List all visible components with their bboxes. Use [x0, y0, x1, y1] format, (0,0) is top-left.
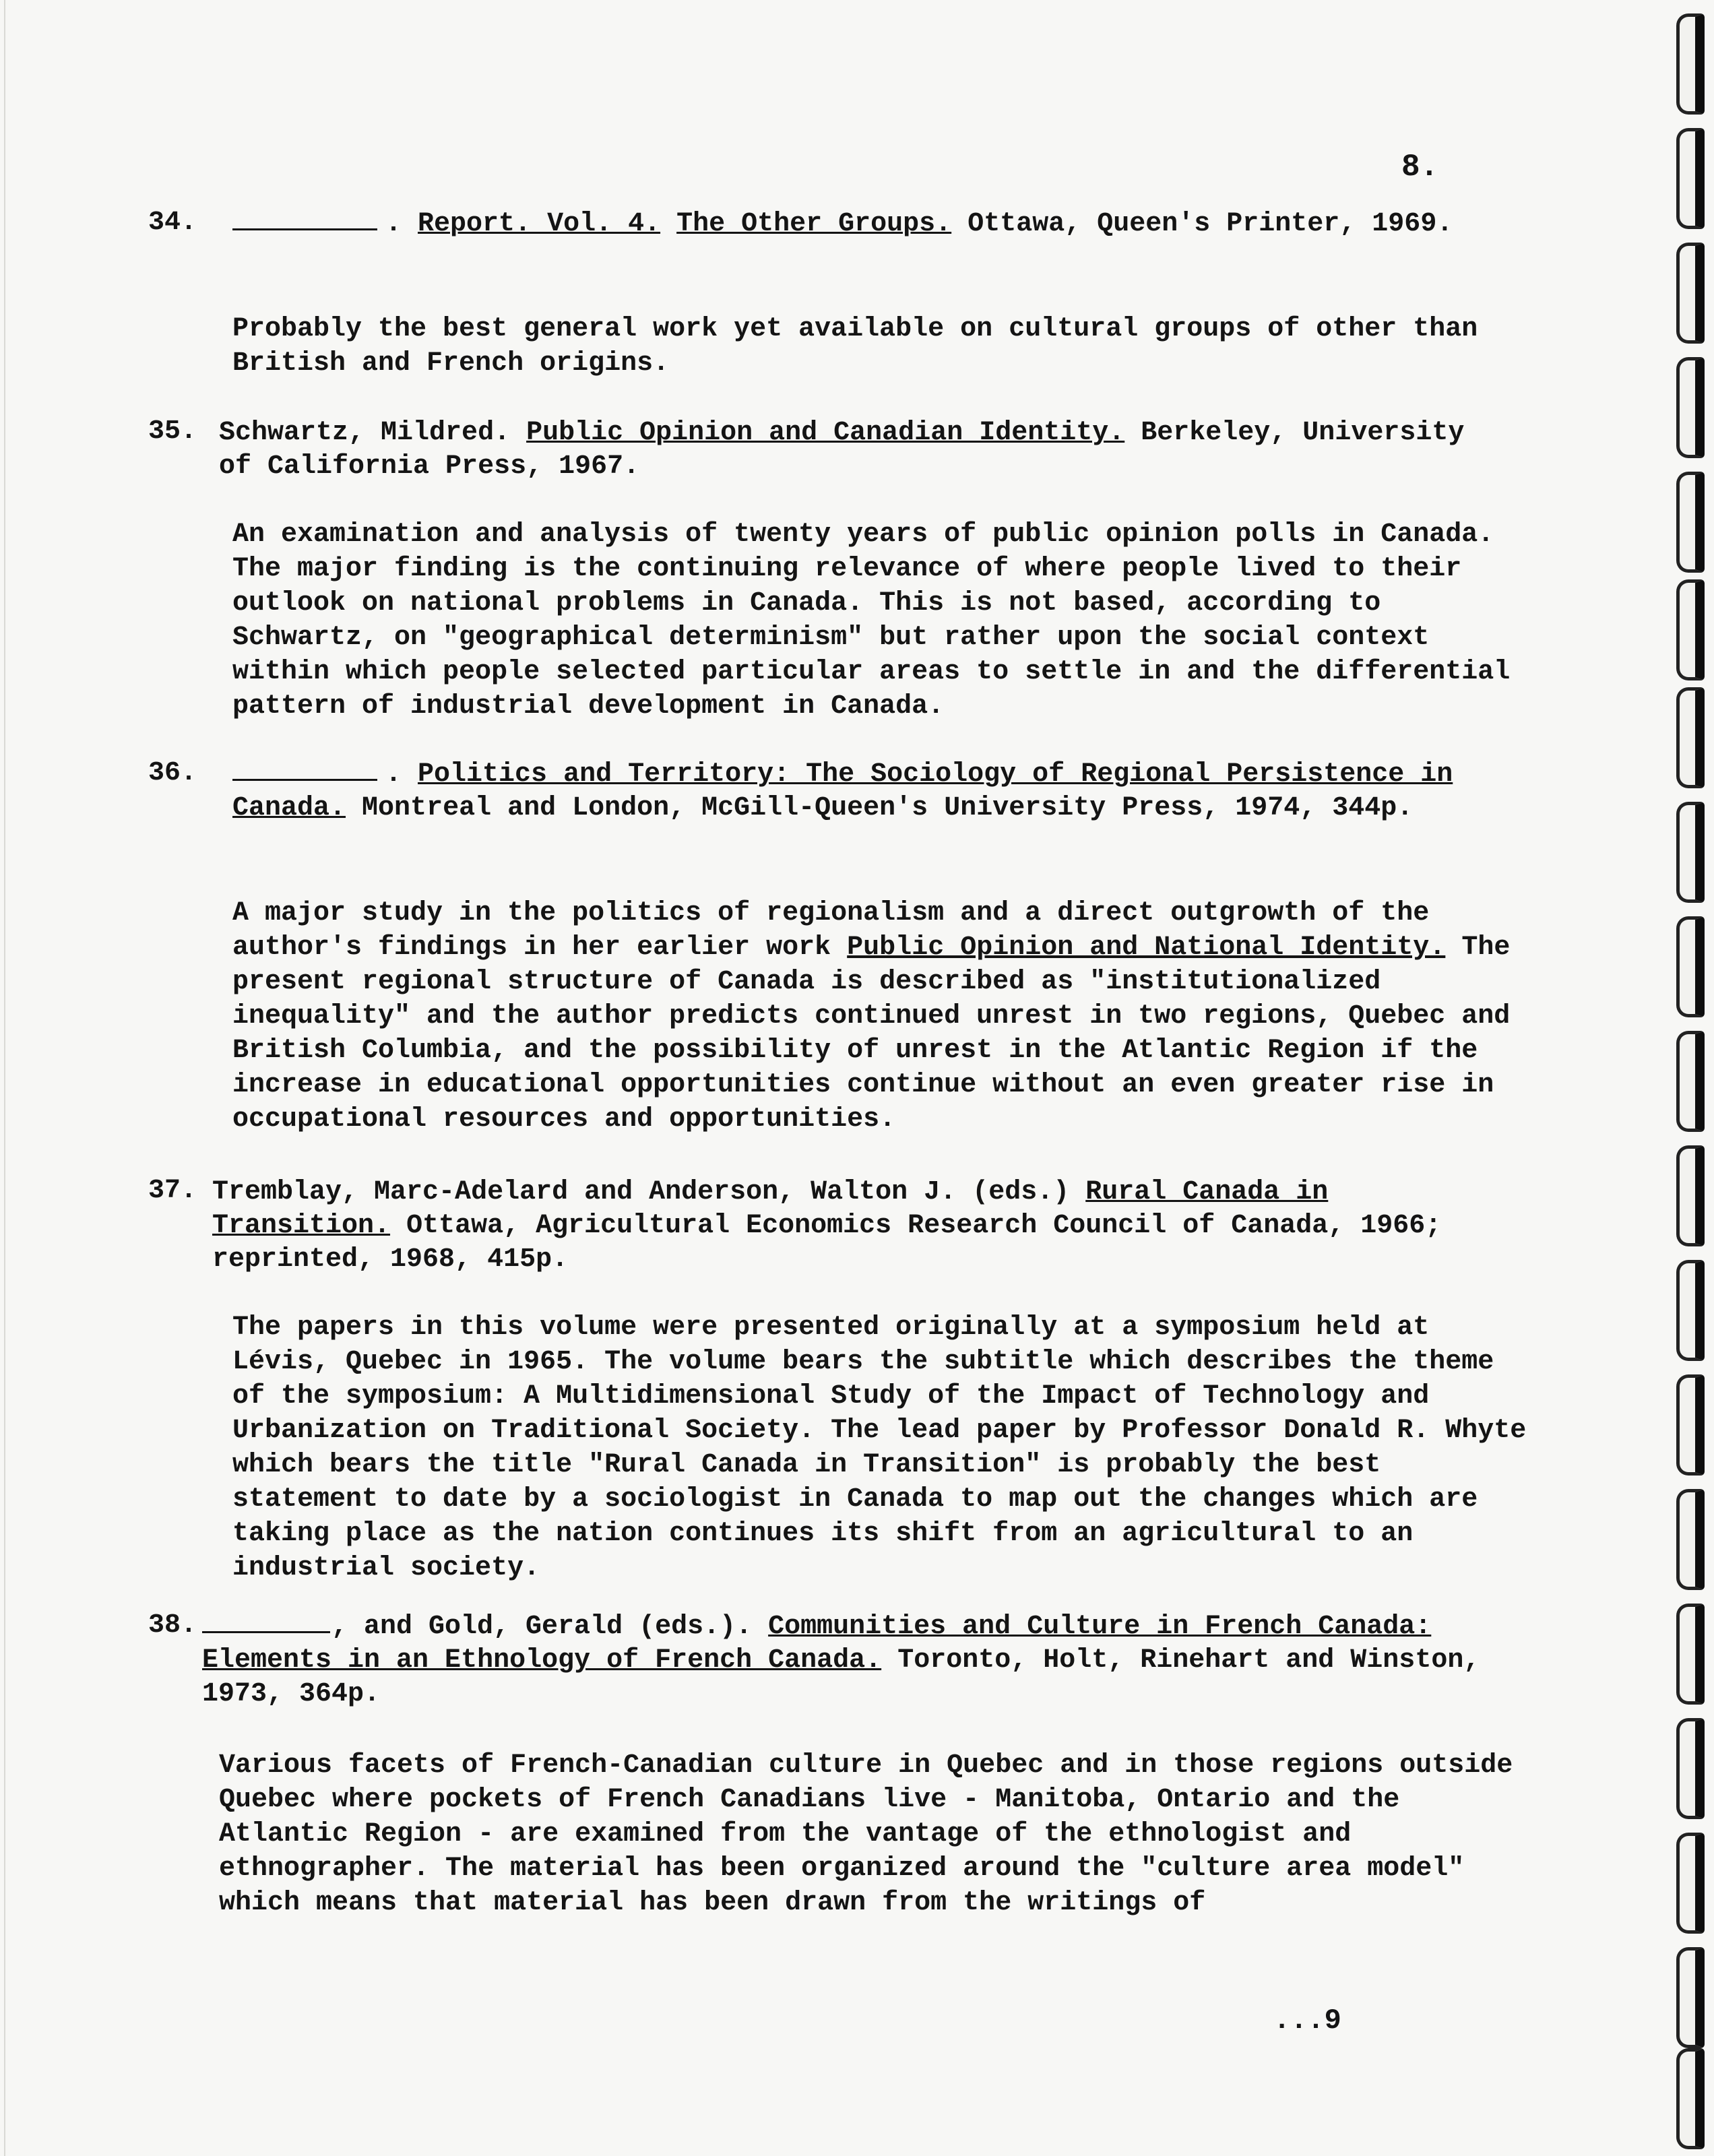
binding-ring: [1676, 579, 1705, 680]
binding-ring: [1676, 1374, 1705, 1476]
citation-title: Rural Canada in Transition.: [212, 1177, 1329, 1241]
binding-ring: [1676, 2048, 1705, 2149]
entry-citation: [212, 1176, 1492, 1277]
binding-ring: [1676, 243, 1705, 344]
entry-citation: [232, 758, 1513, 825]
citation-publisher: Montreal and London, McGill-Queen's University Press, 1974, 344p.: [362, 793, 1414, 823]
binding-ring: [1676, 1260, 1705, 1361]
citation-author: , and Gold, Gerald (eds.).: [331, 1612, 753, 1642]
binding-ring: [1676, 802, 1705, 903]
binding-ring: [1676, 1833, 1705, 1934]
entry-number: 38.: [148, 1610, 197, 1641]
entry-annotation: Various facets of French-Canadian culture in Quebec and in those regions outside Quebec where pockets of French Canadians live - Manitoba, Ontario and the Atlantic Region - are examined from the vantage of the ethnologist and ethnographer. The material has been organized around the "culture area model" which means that material has been drawn from the writings of: [219, 1750, 1513, 1918]
entry-number: 35.: [148, 416, 197, 447]
entry-citation: [219, 416, 1499, 484]
left-margin-edge: [4, 0, 5, 2156]
page-number: 8.: [1401, 150, 1439, 185]
citation-title: Politics and Territory: The Sociology of Regional Persistence in Canada.: [232, 759, 1453, 823]
binding-ring: [1676, 1947, 1705, 2048]
continued-marker: ...9: [1273, 2004, 1341, 2037]
citation-title: Communities and Culture in French Canada: Elements in an Ethnology of French Canada.: [202, 1612, 1432, 1676]
annotation-text: A major study in the politics of regionalism and a direct outgrowth of the author's findings in her earlier work: [232, 898, 1430, 963]
ditto-separator: .: [385, 759, 402, 790]
citation-publisher: Berkeley, University of California Press, 1967.: [219, 418, 1465, 482]
entry-annotation: An examination and analysis of twenty years of public opinion polls in Canada. The major finding is the continuing relevance of where people lived to their outlook on national problems in Canada. This is not based, according to Schwartz, on "geographical determinism" but rather upon the social context within which people selected particular areas to settle in and the differential pattern of industrial development in Canada.: [232, 519, 1511, 722]
ditto-separator: .: [385, 209, 402, 239]
citation-publisher: Ottawa, Queen's Printer, 1969.: [967, 209, 1453, 239]
entry-number: 34.: [148, 208, 197, 238]
citation-publisher: Ottawa, Agricultural Economics Research Council of Canada, 1966; reprinted, 1968, 415p.: [212, 1211, 1442, 1275]
ditto-line: [202, 1611, 330, 1633]
citation-publisher: Toronto, Holt, Rinehart and Winston, 1973, 364p.: [202, 1645, 1480, 1709]
ditto-line: [232, 208, 377, 230]
entry-annotation: Probably the best general work yet available on cultural groups of other than British and French origins.: [232, 314, 1478, 379]
binding-ring: [1676, 1031, 1705, 1132]
entry-citation: [232, 208, 1513, 241]
binding-ring: [1676, 1145, 1705, 1246]
binding-ring: [1676, 1489, 1705, 1590]
spiral-binding: [1671, 0, 1714, 2156]
binding-ring: [1676, 687, 1705, 788]
citation-author: Schwartz, Mildred.: [219, 418, 511, 448]
entry-number: 37.: [148, 1176, 197, 1206]
entry-annotation: [232, 896, 1533, 1137]
binding-ring: [1676, 1718, 1705, 1819]
binding-ring: [1676, 128, 1705, 229]
annotation-cited-title: Public Opinion and National Identity.: [847, 932, 1446, 963]
binding-ring: [1676, 13, 1705, 115]
entry-number: 36.: [148, 758, 197, 788]
ditto-line: [232, 759, 377, 781]
binding-ring: [1676, 916, 1705, 1017]
binding-ring: [1676, 1604, 1705, 1705]
citation-title-series: Report. Vol. 4.: [418, 209, 661, 239]
citation-author: Tremblay, Marc-Adelard and Anderson, Walton J. (eds.): [212, 1177, 1070, 1207]
annotation-text: The present regional structure of Canada is described as "institutionalized inequality" and the author predicts continued unrest in two regions, Quebec and British Columbia, and the possibility of unrest in the Atlantic Region if the increase in educational opportunities continue without an even greater rise in occupational resources and opportunities.: [232, 932, 1511, 1135]
binding-ring: [1676, 357, 1705, 458]
binding-ring: [1676, 472, 1705, 573]
citation-title: Public Opinion and Canadian Identity.: [526, 418, 1125, 448]
entry-citation: [202, 1610, 1482, 1711]
entry-annotation: The papers in this volume were presented originally at a symposium held at Lévis, Quebec in 1965. The volume bears the subtitle which describes the theme of the symposium: A Multidimensional Study of the Impact of Technology and Urbanization on Traditional Society. The lead paper by Professor Donald R. Whyte which bears the title "Rural Canada in Transition" is probably the best statement to date by a sociologist in Canada to map out the changes which are taking place as the nation continues its shift from an agricultural to an industrial society.: [232, 1312, 1527, 1583]
citation-title: The Other Groups.: [676, 209, 952, 239]
